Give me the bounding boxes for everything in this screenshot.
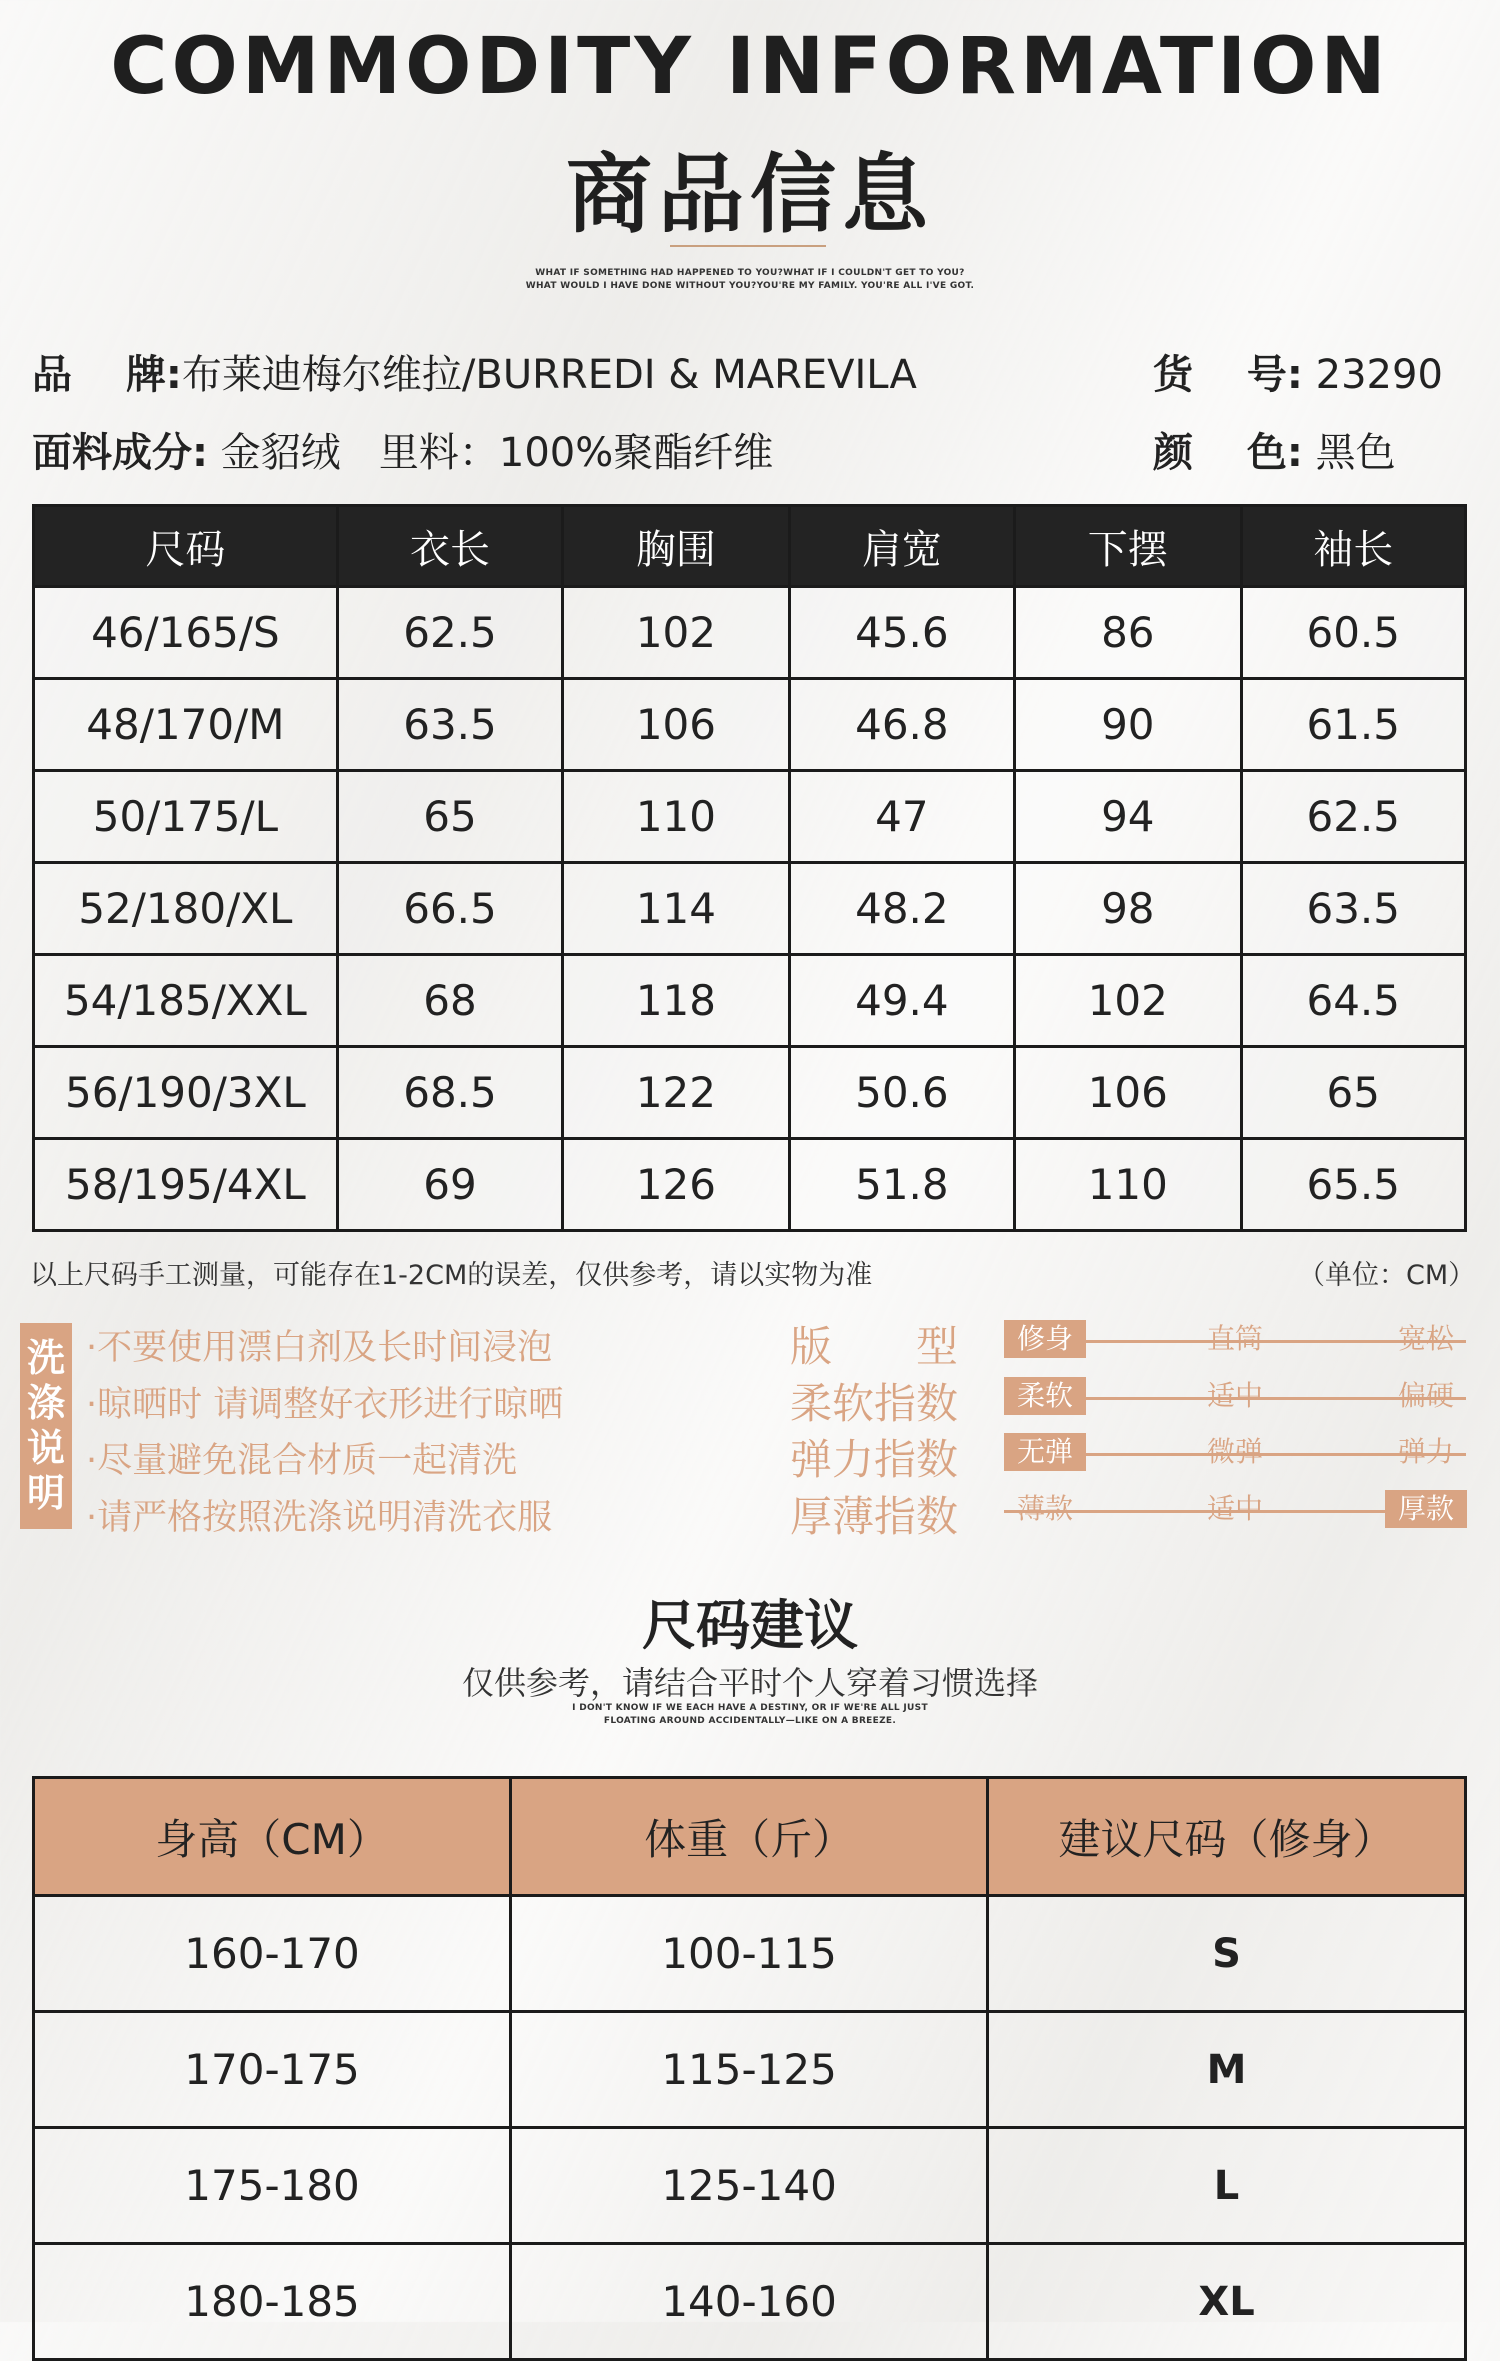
- size-cell: 48/170/M: [34, 679, 338, 771]
- measurement-cell: 64.5: [1241, 955, 1466, 1047]
- measurement-cell: 102: [1015, 955, 1241, 1047]
- height-cell: 170-175: [34, 2012, 511, 2128]
- table-row: [34, 679, 1466, 771]
- weight-cell: 125-140: [511, 2128, 988, 2244]
- color-value: 黑色: [1315, 430, 1396, 476]
- table-row: [34, 2244, 1466, 2360]
- index-option: 偏硬: [1397, 1379, 1454, 1412]
- size-cell: 56/190/3XL: [34, 1047, 338, 1139]
- header-cell: 下摆: [1015, 506, 1241, 587]
- measurement-cell: 118: [563, 955, 789, 1047]
- header-cell: 袖长: [1241, 506, 1466, 587]
- size-cell: S: [988, 1896, 1466, 2012]
- title-divider: [670, 245, 826, 247]
- washing-line: ·不要使用漂白剂及长时间浸泡: [86, 1328, 553, 1368]
- washing-tab-char: 明: [26, 1471, 65, 1515]
- measurement-cell: 66.5: [337, 863, 562, 955]
- size-table-header: [34, 506, 1466, 587]
- washing-line: ·晾晒时 请调整好衣形进行晾晒: [86, 1385, 564, 1425]
- measurement-cell: 62.5: [1241, 771, 1466, 863]
- header-cell: 体重（斤）: [511, 1778, 988, 1896]
- measurement-cell: 63.5: [337, 679, 562, 771]
- measurement-cell: 47: [789, 771, 1014, 863]
- recommendation-table-header: [34, 1778, 1466, 1896]
- table-row: [34, 863, 1466, 955]
- index-label: 弹力指数: [790, 1435, 959, 1484]
- index-option-selected: 厚款: [1385, 1490, 1467, 1528]
- table-row: [34, 2012, 1466, 2128]
- header-cell: 胸围: [563, 506, 789, 587]
- measurement-cell: 45.6: [789, 587, 1014, 679]
- brand-label: 品 牌:: [32, 352, 182, 398]
- color-label: 颜 色:: [1153, 430, 1303, 476]
- tagline-line-2: WHAT WOULD I HAVE DONE WITHOUT YOU?YOU'RE MY FAMILY. YOU'RE ALL I'VE GOT.: [525, 281, 975, 291]
- index-option: 适中: [1206, 1379, 1263, 1412]
- index-option: 微弹: [1206, 1435, 1263, 1468]
- height-cell: 180-185: [34, 2244, 511, 2360]
- size-table: [32, 504, 1467, 1232]
- item-number-row: [1153, 343, 1443, 400]
- measurement-cell: 122: [563, 1047, 789, 1139]
- measurement-cell: 102: [563, 587, 789, 679]
- header-cell: 肩宽: [789, 506, 1014, 587]
- measurement-cell: 69: [337, 1139, 562, 1231]
- washing-tab-char: 说: [26, 1426, 65, 1470]
- measurement-note: 以上尺码手工测量，可能存在1-2CM的误差，仅供参考，请以实物为准: [30, 1260, 873, 1291]
- fabric-label: 面料成分:: [32, 430, 208, 476]
- measurement-cell: 46.8: [789, 679, 1014, 771]
- size-cell: XL: [988, 2244, 1466, 2360]
- measurement-cell: 94: [1015, 771, 1241, 863]
- measurement-cell: 65: [337, 771, 562, 863]
- size-cell: 58/195/4XL: [34, 1139, 338, 1231]
- size-cell: 52/180/XL: [34, 863, 338, 955]
- measurement-cell: 49.4: [789, 955, 1014, 1047]
- recommendation-tagline-2: FLOATING AROUND ACCIDENTALLY—LIKE ON A BREEZE.: [603, 1716, 897, 1726]
- brand-row: [32, 343, 917, 400]
- measurement-cell: 61.5: [1241, 679, 1466, 771]
- item-number-label: 货 号:: [1153, 352, 1303, 398]
- index-option-selected: 无弹: [1004, 1433, 1086, 1471]
- table-row: [34, 1139, 1466, 1231]
- measurement-cell: 110: [563, 771, 789, 863]
- index-option: 薄款: [1016, 1492, 1073, 1525]
- height-cell: 175-180: [34, 2128, 511, 2244]
- brand-value: 布莱迪梅尔维拉/BURREDI & MAREVILA: [181, 352, 917, 398]
- item-number-value: 23290: [1315, 352, 1443, 398]
- measurement-cell: 98: [1015, 863, 1241, 955]
- header-cell: 衣长: [337, 506, 562, 587]
- fabric-value: 金貂绒: [220, 430, 341, 476]
- unit-note: （单位：CM）: [1298, 1260, 1476, 1291]
- table-row: [34, 771, 1466, 863]
- fabric-row: [32, 421, 773, 478]
- measurement-cell: 68.5: [337, 1047, 562, 1139]
- table-row: [34, 2128, 1466, 2244]
- recommendation-tagline-1: I DON'T KNOW IF WE EACH HAVE A DESTINY, OR IF WE'RE ALL JUST: [572, 1703, 928, 1713]
- measurement-cell: 51.8: [789, 1139, 1014, 1231]
- table-row: [34, 955, 1466, 1047]
- index-option-selected: 修身: [1004, 1320, 1086, 1358]
- table-row: [34, 1047, 1466, 1139]
- size-cell: M: [988, 2012, 1466, 2128]
- weight-cell: 140-160: [511, 2244, 988, 2360]
- tagline-line-1: WHAT IF SOMETHING HAD HAPPENED TO YOU?WHAT IF I COULDN'T GET TO YOU?: [535, 268, 965, 278]
- measurement-cell: 60.5: [1241, 587, 1466, 679]
- index-label: 版 型: [790, 1322, 959, 1371]
- weight-cell: 100-115: [511, 1896, 988, 2012]
- measurement-cell: 68: [337, 955, 562, 1047]
- index-option-selected: 柔软: [1004, 1377, 1086, 1415]
- measurement-cell: 50.6: [789, 1047, 1014, 1139]
- page-title-en: COMMODITY INFORMATION: [110, 22, 1390, 112]
- measurement-cell: 106: [563, 679, 789, 771]
- index-option: 弹力: [1397, 1435, 1454, 1468]
- color-row: [1153, 421, 1396, 478]
- measurement-cell: 110: [1015, 1139, 1241, 1231]
- measurement-cell: 65: [1241, 1047, 1466, 1139]
- height-cell: 160-170: [34, 1896, 511, 2012]
- measurement-cell: 63.5: [1241, 863, 1466, 955]
- measurement-cell: 65.5: [1241, 1139, 1466, 1231]
- index-option: 宽松: [1397, 1322, 1454, 1355]
- index-option: 适中: [1206, 1492, 1263, 1525]
- weight-cell: 115-125: [511, 2012, 988, 2128]
- index-option: 直筒: [1206, 1322, 1263, 1355]
- measurement-cell: 48.2: [789, 863, 1014, 955]
- washing-tab-char: 洗: [26, 1336, 65, 1380]
- measurement-cell: 126: [563, 1139, 789, 1231]
- table-row: [34, 587, 1466, 679]
- recommendation-title: 尺码建议: [642, 1594, 858, 1657]
- measurement-cell: 62.5: [337, 587, 562, 679]
- header-cell: 建议尺码（修身）: [988, 1778, 1466, 1896]
- size-cell: L: [988, 2128, 1466, 2244]
- recommendation-table: [32, 1776, 1467, 2361]
- size-cell: 46/165/S: [34, 587, 338, 679]
- measurement-cell: 86: [1015, 587, 1241, 679]
- table-row: [34, 1896, 1466, 2012]
- index-label: 厚薄指数: [790, 1492, 959, 1541]
- washing-line: ·尽量避免混合材质一起清洗: [86, 1441, 518, 1481]
- washing-tab: [20, 1323, 72, 1529]
- measurement-cell: 90: [1015, 679, 1241, 771]
- header-cell: 尺码: [34, 506, 338, 587]
- page-title-cn: 商品信息: [566, 145, 934, 245]
- lining-text: 里料：100%聚酯纤维: [378, 430, 774, 476]
- header-cell: 身高（CM）: [34, 1778, 511, 1896]
- index-label: 柔软指数: [790, 1379, 959, 1428]
- recommendation-subtitle: 仅供参考，请结合平时个人穿着习惯选择: [461, 1664, 1038, 1702]
- washing-line: ·请严格按照洗涤说明清洗衣服: [86, 1498, 553, 1538]
- size-cell: 54/185/XXL: [34, 955, 338, 1047]
- measurement-cell: 114: [563, 863, 789, 955]
- measurement-cell: 106: [1015, 1047, 1241, 1139]
- washing-tab-char: 涤: [26, 1381, 65, 1425]
- size-cell: 50/175/L: [34, 771, 338, 863]
